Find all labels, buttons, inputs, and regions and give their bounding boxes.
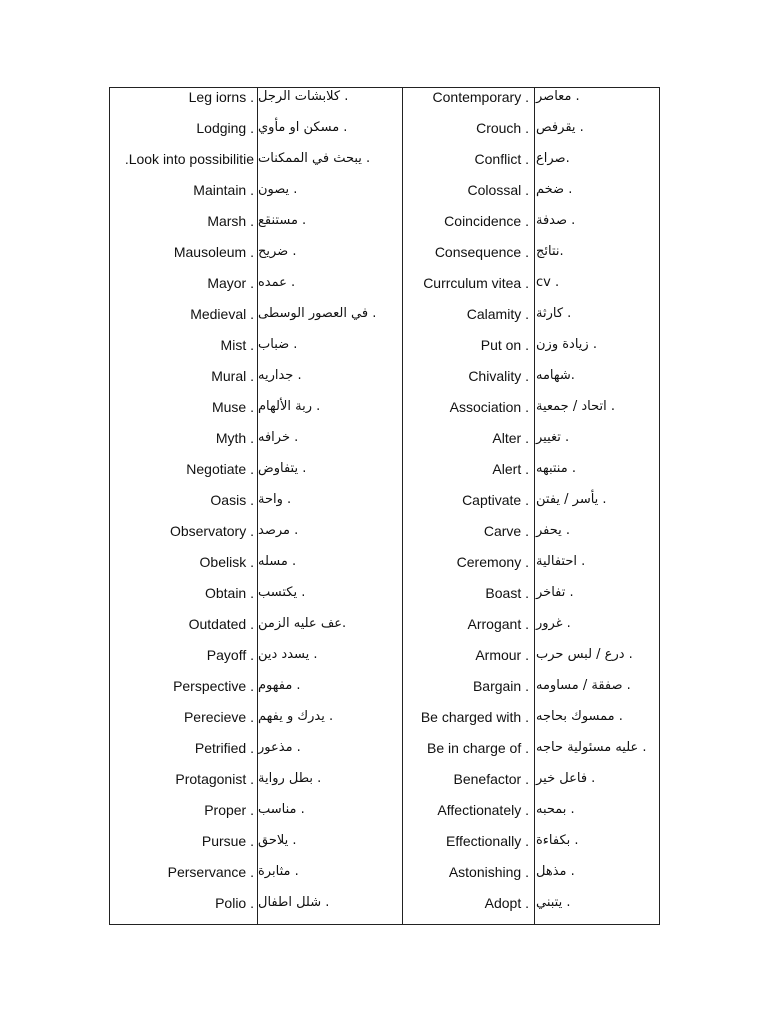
- table-row: [110, 646, 659, 677]
- english-term: Medieval .: [190, 306, 254, 322]
- arabic-translation: . مرصد: [258, 523, 299, 538]
- english-term: Contemporary .: [432, 89, 529, 105]
- arabic-translation: . يسدد دين: [258, 647, 318, 662]
- table-row: [110, 150, 659, 181]
- english-term: .Look into possibilitie: [124, 151, 254, 167]
- english-term: Protagonist .: [175, 771, 254, 787]
- table-row: [110, 739, 659, 770]
- arabic-translation: . يدرك و يفهم: [258, 709, 334, 724]
- arabic-translation: .عف عليه الزمن: [258, 616, 347, 631]
- table-row: [110, 336, 659, 367]
- arabic-translation: . في العصور الوسطى: [258, 306, 377, 321]
- table-row: [110, 615, 659, 646]
- arabic-translation: . ضريح: [258, 244, 297, 259]
- english-term: Bargain .: [472, 678, 529, 694]
- english-term: Outdated .: [188, 616, 254, 632]
- table-row: [110, 429, 659, 460]
- arabic-translation: . يحفر: [536, 523, 571, 538]
- arabic-translation: . درع / لبس حرب: [536, 647, 633, 662]
- english-term: Astonishing .: [448, 864, 529, 880]
- arabic-translation: . يصون: [258, 182, 298, 197]
- english-term: Perspective .: [173, 678, 254, 694]
- english-term: Mural .: [211, 368, 254, 384]
- table-row: [110, 770, 659, 801]
- arabic-translation: . يكتسب: [258, 585, 306, 600]
- english-term: Currculum vitea .: [423, 275, 529, 291]
- english-term: Petrified .: [194, 740, 254, 756]
- table-row: [110, 88, 659, 119]
- table-row: [110, 367, 659, 398]
- arabic-translation: . مناسب: [258, 802, 305, 817]
- table-row: [110, 212, 659, 243]
- english-term: Perservance .: [167, 864, 254, 880]
- table-row: [110, 801, 659, 832]
- english-term: Perecieve .: [183, 709, 254, 725]
- table-row: [110, 677, 659, 708]
- arabic-translation: . مذهل: [536, 864, 575, 879]
- arabic-translation: . كارثة: [536, 306, 572, 321]
- english-term: Be in charge of .: [427, 740, 529, 756]
- english-term: Association .: [449, 399, 529, 415]
- arabic-translation: . بكفاءة: [536, 833, 579, 848]
- english-term: Mist .: [220, 337, 254, 353]
- english-term: Be charged with .: [420, 709, 529, 725]
- arabic-translation: . ربة الألهام: [258, 399, 321, 414]
- arabic-translation: . يتفاوض: [258, 461, 307, 476]
- english-term: Mayor .: [207, 275, 254, 291]
- english-term: Obtain .: [204, 585, 254, 601]
- arabic-translation: . احتفالية: [536, 554, 586, 569]
- arabic-translation: . كلابشات الرجل: [258, 89, 349, 104]
- arabic-translation: . يبحث في الممكنات: [258, 151, 371, 166]
- arabic-translation: . تفاخر: [536, 585, 574, 600]
- english-term: Armour .: [475, 647, 529, 663]
- english-term: Chivality .: [468, 368, 529, 384]
- table-row: [110, 181, 659, 212]
- arabic-translation: .نتائج: [536, 244, 564, 259]
- arabic-translation: . منتبهه: [536, 461, 576, 476]
- arabic-translation: . فاعل خير: [536, 771, 596, 786]
- english-term: Mausoleum .: [173, 244, 254, 260]
- english-term: Negotiate .: [186, 461, 254, 477]
- arabic-translation: . خرافه: [258, 430, 299, 445]
- english-term: Myth .: [215, 430, 254, 446]
- arabic-translation: . مسكن او مأوي: [258, 120, 348, 135]
- english-term: Consequence .: [434, 244, 529, 260]
- table-row: [110, 119, 659, 150]
- english-term: Crouch .: [476, 120, 529, 136]
- english-term: Muse .: [211, 399, 254, 415]
- arabic-translation: . يتبني: [536, 895, 571, 910]
- table-row: [110, 398, 659, 429]
- table-row: [110, 491, 659, 522]
- arabic-translation: .صراع: [536, 151, 570, 166]
- arabic-translation: . معاصر: [536, 89, 580, 104]
- english-term: Benefactor .: [453, 771, 529, 787]
- english-term: Leg iorns .: [188, 89, 254, 105]
- table-row: [110, 274, 659, 305]
- english-term: Lodging .: [196, 120, 254, 136]
- table-row: [110, 305, 659, 336]
- arabic-translation: . عليه مسئولية حاجه: [536, 740, 647, 755]
- english-term: Colossal .: [467, 182, 529, 198]
- english-term: Carve .: [483, 523, 529, 539]
- table-row: [110, 460, 659, 491]
- arabic-translation: . مستنقع: [258, 213, 307, 228]
- arabic-translation: . ممسوك بحاجه: [536, 709, 623, 724]
- english-term: Pursue .: [201, 833, 254, 849]
- table-row: [110, 894, 659, 925]
- english-term: Affectionately .: [437, 802, 529, 818]
- arabic-translation: . بطل رواية: [258, 771, 322, 786]
- table-row: [110, 863, 659, 894]
- arabic-translation: . تغيير: [536, 430, 570, 445]
- table-row: [110, 553, 659, 584]
- table-row: [110, 708, 659, 739]
- arabic-translation: . مفهوم: [258, 678, 301, 693]
- english-term: Adopt .: [484, 895, 529, 911]
- table-row: [110, 243, 659, 274]
- english-term: Arrogant .: [467, 616, 529, 632]
- arabic-translation: . cv: [536, 275, 560, 290]
- english-term: Proper .: [204, 802, 254, 818]
- english-term: Maintain .: [193, 182, 254, 198]
- arabic-translation: . صدفة: [536, 213, 576, 228]
- table-row: [110, 832, 659, 863]
- arabic-translation: . ضباب: [258, 337, 298, 352]
- english-term: Ceremony .: [456, 554, 529, 570]
- english-term: Obelisk .: [199, 554, 254, 570]
- english-term: Observatory .: [169, 523, 254, 539]
- arabic-translation: . عمده: [258, 275, 296, 290]
- arabic-translation: . شلل اطفال: [258, 895, 330, 910]
- arabic-translation: . يلاحق: [258, 833, 297, 848]
- english-term: Alter .: [492, 430, 529, 446]
- english-term: Coincidence .: [444, 213, 529, 229]
- arabic-translation: . يقرفص: [536, 120, 584, 135]
- arabic-translation: . مذعور: [258, 740, 301, 755]
- english-term: Captivate .: [462, 492, 529, 508]
- vocabulary-table: [109, 87, 660, 925]
- english-term: Oasis .: [210, 492, 254, 508]
- english-term: Alert .: [492, 461, 529, 477]
- english-term: Payoff .: [206, 647, 254, 663]
- english-term: Marsh .: [207, 213, 254, 229]
- arabic-translation: . مسله: [258, 554, 297, 569]
- arabic-translation: .شهامه: [536, 368, 575, 383]
- english-term: Put on .: [480, 337, 529, 353]
- arabic-translation: . اتحاد / جمعية: [536, 399, 615, 414]
- english-term: Calamity .: [466, 306, 529, 322]
- arabic-translation: . صفقة / مساومه: [536, 678, 631, 693]
- table-row: [110, 584, 659, 615]
- arabic-translation: . واحة: [258, 492, 292, 507]
- arabic-translation: . مثابرة: [258, 864, 299, 879]
- table-row: [110, 522, 659, 553]
- english-term: Effectionally .: [445, 833, 529, 849]
- arabic-translation: . جداريه: [258, 368, 302, 383]
- english-term: Polio .: [215, 895, 254, 911]
- arabic-translation: . ضخم: [536, 182, 573, 197]
- arabic-translation: . يأسر / يفتن: [536, 492, 607, 507]
- english-term: Boast .: [485, 585, 529, 601]
- arabic-translation: . غرور: [536, 616, 571, 631]
- arabic-translation: . بمحبه: [536, 802, 575, 817]
- arabic-translation: . زيادة وزن: [536, 337, 597, 352]
- english-term: Conflict .: [474, 151, 529, 167]
